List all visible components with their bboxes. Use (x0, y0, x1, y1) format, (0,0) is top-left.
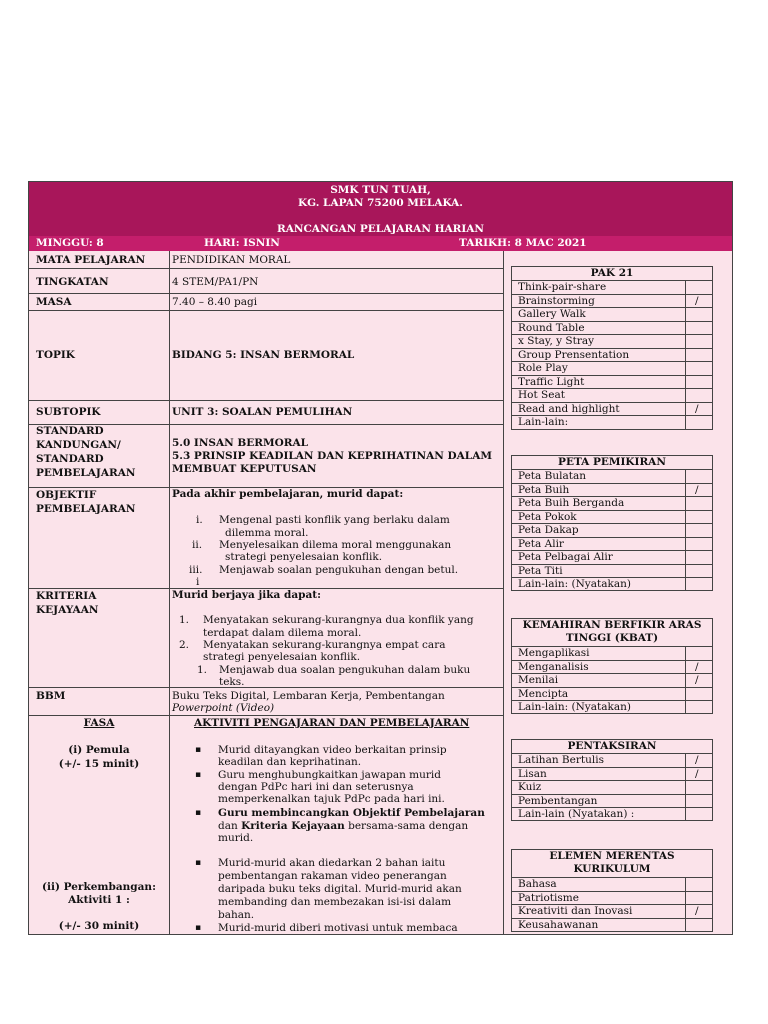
grid-line (29, 268, 503, 269)
grid-line (29, 687, 503, 688)
checklist-row (512, 767, 712, 781)
activity-text: dan (218, 820, 238, 832)
criteria-label-2: KEJAYAAN (36, 604, 99, 616)
criteria-line: Menjawab dua soalan pengukuhan dalam buku (219, 664, 471, 676)
checklist-label: Gallery Walk (518, 308, 586, 320)
kbat-table (511, 618, 713, 714)
checklist-mark: / (695, 767, 699, 780)
objective-num: iii. (189, 564, 203, 576)
checklist-label: Think-pair-share (518, 281, 607, 293)
checklist-row (512, 483, 712, 497)
activity-line: ▪ Murid-murid akan diedarkan 2 bahan iaitu (218, 857, 445, 870)
phase-header: FASA (83, 717, 115, 729)
bbm-label: BBM (36, 690, 66, 702)
grid-line (29, 400, 503, 401)
grid-line (503, 251, 504, 935)
checklist-row (512, 375, 712, 389)
subject-value: PENDIDIKAN MORAL (172, 254, 291, 266)
activity-line: ▪ Guru menghubungkaitkan jawapan murid (218, 769, 441, 782)
phase-starter: (i) Pemula (68, 744, 130, 756)
checklist-mark: / (695, 483, 699, 496)
grid-line (29, 715, 503, 716)
activity-line: murid. (218, 832, 254, 844)
time-label: MASA (36, 296, 72, 308)
checklist-label: Read and highlight (518, 402, 620, 415)
checklist-row (512, 415, 712, 429)
checklist-row (512, 510, 712, 524)
objective-intro: Pada akhir pembelajaran, murid dapat: (172, 488, 404, 500)
activity-text: Kriteria Kejayaan (241, 820, 345, 832)
checklist-row (512, 577, 712, 591)
form-value: 4 STEM/PA1/PN (172, 276, 259, 288)
criteria-line: Menyatakan sekurang-kurangnya dua konflik yang (203, 614, 474, 626)
checklist-label: Peta Buih (518, 483, 570, 496)
checklist-label: Peta Pelbagai Alir (518, 551, 613, 563)
grid-line (169, 251, 170, 935)
subject-label: MATA PELAJARAN (36, 254, 146, 266)
checklist-label: Peta Bulatan (518, 470, 586, 482)
checklist-label: Patriotisme (518, 891, 579, 904)
subtopic-value: UNIT 3: SOALAN PEMULIHAN (172, 406, 353, 418)
checklist-row (512, 687, 712, 701)
checklist-label: Traffic Light (518, 375, 585, 388)
checklist-row (512, 361, 712, 375)
checklist-row (512, 673, 712, 687)
criteria-line: teks. (219, 676, 245, 688)
cross-curriculum-title-1: ELEMEN MERENTAS (549, 850, 675, 862)
checklist-label: Menilai (518, 674, 559, 686)
criteria-intro: Murid berjaya jika dapat: (172, 589, 322, 601)
criteria-num: 1. (179, 614, 190, 626)
checklist-label: Mengaplikasi (518, 647, 590, 659)
checklist-row (512, 904, 712, 918)
document-title: RANCANGAN PELAJARAN HARIAN (276, 223, 485, 235)
cross-curriculum-table (511, 849, 713, 932)
criteria-line: strategi penyelesaian konflik. (203, 651, 361, 663)
kbat-title-1: KEMAHIRAN BERFIKIR ARAS (522, 619, 702, 631)
checklist-row (512, 537, 712, 551)
checklist-label: Brainstorming (518, 294, 595, 307)
checklist-row (512, 496, 712, 510)
phase-activity-1: Aktiviti 1 : (68, 894, 130, 906)
objective-label-1: OBJEKTIF (36, 489, 97, 501)
checklist-label: Peta Buih Berganda (518, 497, 625, 509)
activity-line: bahan. (218, 909, 255, 921)
activity-line (218, 820, 468, 833)
checklist-row (512, 660, 712, 674)
criteria-line: terdapat dalam dilema moral. (203, 627, 362, 639)
standard-label-4: PEMBELAJARAN (36, 467, 136, 479)
objective-line: Menyelesaikan dilema moral menggunakan (219, 539, 452, 551)
checklist-row (512, 891, 712, 905)
week-label: MINGGU: 8 (36, 237, 104, 249)
checklist-row (512, 646, 712, 660)
criteria-label-1: KRITERIA (36, 590, 97, 602)
checklist-row (512, 280, 712, 294)
checklist-label: Peta Pokok (518, 510, 577, 523)
pak21-title: PAK 21 (590, 267, 634, 279)
checklist-label: Keusahawanan (518, 918, 599, 931)
checklist-row (512, 550, 712, 564)
checklist-label: Lain-lain: (Nyatakan) (518, 578, 631, 590)
checklist-row (512, 321, 712, 335)
bbm-value: Buku Teks Digital, Lembaran Kerja, Pembentangan (172, 690, 445, 702)
checklist-row (512, 523, 712, 537)
checklist-label: Hot Seat (518, 389, 565, 401)
checklist-label: Lain-lain (Nyatakan) : (518, 808, 635, 820)
pak21-table (511, 266, 713, 430)
checklist-row (512, 307, 712, 321)
form-label: TINGKATAN (36, 276, 109, 288)
date-label: TARIKH: 8 MAC 2021 (459, 237, 587, 249)
checklist-row (512, 753, 712, 767)
checklist-label: Peta Dakap (518, 524, 579, 536)
checklist-row (512, 877, 712, 891)
school-address: KG. LAPAN 75200 MELAKA. (298, 197, 463, 209)
checklist-label: Peta Alir (518, 537, 564, 550)
thinking-maps-title: PETA PEMIKIRAN (558, 456, 666, 468)
checklist-row (512, 807, 712, 821)
topic-label: TOPIK (36, 349, 75, 361)
standard-label-2: KANDUNGAN/ (36, 439, 121, 451)
checklist-mark: / (695, 754, 699, 766)
activity-line: keadilan dan keprihatinan. (218, 756, 362, 768)
objective-line: Menjawab soalan pengukuhan dengan betul. (219, 564, 459, 576)
day-label: HARI: ISNIN (204, 237, 280, 249)
checklist-row (512, 294, 712, 308)
checklist-label: Kreativiti dan Inovasi (518, 905, 633, 917)
assessment-table (511, 739, 713, 821)
activity-line: dengan PdPc hari ini dan seterusnya (218, 781, 414, 793)
checklist-label: Peta Titi (518, 564, 563, 577)
activity-line: ▪ Murid ditayangkan video berkaitan prinsip (218, 744, 447, 757)
assessment-title: PENTAKSIRAN (567, 740, 657, 752)
checklist-mark: / (695, 402, 699, 415)
checklist-mark: / (695, 674, 699, 686)
activity-text: bersama-sama dengan (348, 820, 469, 832)
checklist-row (512, 402, 712, 416)
checklist-label: Latihan Bertulis (518, 754, 604, 766)
checklist-label: Pembentangan (518, 794, 598, 807)
activity-line: ▪ Guru membincangkan Objektif Pembelajaran (218, 807, 485, 820)
checklist-label: Lain-lain: (Nyatakan) (518, 701, 631, 713)
bbm-value: Powerpoint (Video) (172, 702, 275, 714)
standard-value-2: 5.3 PRINSIP KEADILAN DAN KEPRIHATINAN DALAM (172, 450, 492, 462)
checklist-label: Lain-lain: (518, 416, 569, 428)
cross-curriculum-title-2: KURIKULUM (573, 863, 651, 875)
checklist-label: x Stay, y Stray (518, 335, 595, 347)
activity-line: membanding dan membezakan isi-isi dalam (218, 896, 452, 908)
checklist-row (512, 388, 712, 402)
checklist-row (512, 348, 712, 362)
checklist-row (512, 334, 712, 348)
checklist-label: Role Play (518, 362, 568, 374)
grid-line (29, 310, 503, 311)
checklist-label: Mencipta (518, 687, 569, 700)
criteria-num: 1. (197, 664, 208, 676)
subtopic-label: SUBTOPIK (36, 406, 101, 418)
checklist-row (512, 700, 712, 714)
school-name: SMK TUN TUAH, (330, 184, 431, 196)
checklist-row (512, 469, 712, 483)
checklist-label: Bahasa (518, 878, 557, 890)
checklist-label: Kuiz (518, 781, 542, 793)
time-value: 7.40 – 8.40 pagi (172, 296, 258, 308)
phase-development: (ii) Perkembangan: (42, 881, 156, 893)
checklist-label: Menganalisis (518, 660, 589, 673)
activity-line: memperkenalkan tajuk PdPc pada hari ini. (218, 793, 445, 805)
thinking-maps-table (511, 455, 713, 591)
objective-line: strategi penyelesaian konflik. (225, 551, 383, 563)
checklist-row (512, 564, 712, 578)
standard-value-1: 5.0 INSAN BERMORAL (172, 437, 309, 449)
activity-line: pembentangan rakaman video penerangan (218, 870, 447, 882)
phase-development-time: (+/- 30 minit) (58, 920, 140, 932)
topic-value: BIDANG 5: INSAN BERMORAL (172, 349, 355, 361)
objective-num: ii. (192, 539, 203, 551)
activity-line: ▪ Murid-murid diberi motivasi untuk membaca (218, 922, 458, 935)
objective-line: Mengenal pasti konflik yang berlaku dalam (219, 514, 450, 526)
grid-line (29, 293, 503, 294)
objective-num: i. (196, 514, 203, 526)
criteria-num: 2. (179, 639, 190, 651)
checklist-mark: / (695, 660, 699, 673)
objective-label-2: PEMBELAJARAN (36, 503, 136, 515)
kbat-title-2: TINGGI (KBAT) (565, 632, 659, 644)
checklist-mark: / (695, 294, 699, 307)
standard-label-1: STANDARD (36, 425, 104, 437)
standard-value-3: MEMBUAT KEPUTUSAN (172, 463, 317, 475)
checklist-label: Group Prensentation (518, 348, 630, 361)
criteria-line: Menyatakan sekurang-kurangnya empat cara (203, 639, 446, 651)
objective-line: dilemma moral. (225, 527, 309, 539)
checklist-label: Lisan (518, 767, 547, 780)
standard-label-3: STANDARD (36, 453, 104, 465)
activity-header: AKTIVITI PENGAJARAN DAN PEMBELAJARAN (194, 717, 470, 729)
activity-line: daripada buku teks digital. Murid-murid akan (218, 883, 462, 895)
checklist-row (512, 794, 712, 808)
week-bar (29, 236, 732, 251)
objective-num: i (196, 576, 200, 588)
checklist-label: Round Table (518, 321, 585, 334)
checklist-row (512, 780, 712, 794)
checklist-row (512, 918, 712, 932)
lesson-plan-document (28, 181, 733, 935)
checklist-mark: / (695, 905, 699, 917)
phase-starter-time: (+/- 15 minit) (58, 758, 140, 770)
document-header (29, 182, 732, 236)
